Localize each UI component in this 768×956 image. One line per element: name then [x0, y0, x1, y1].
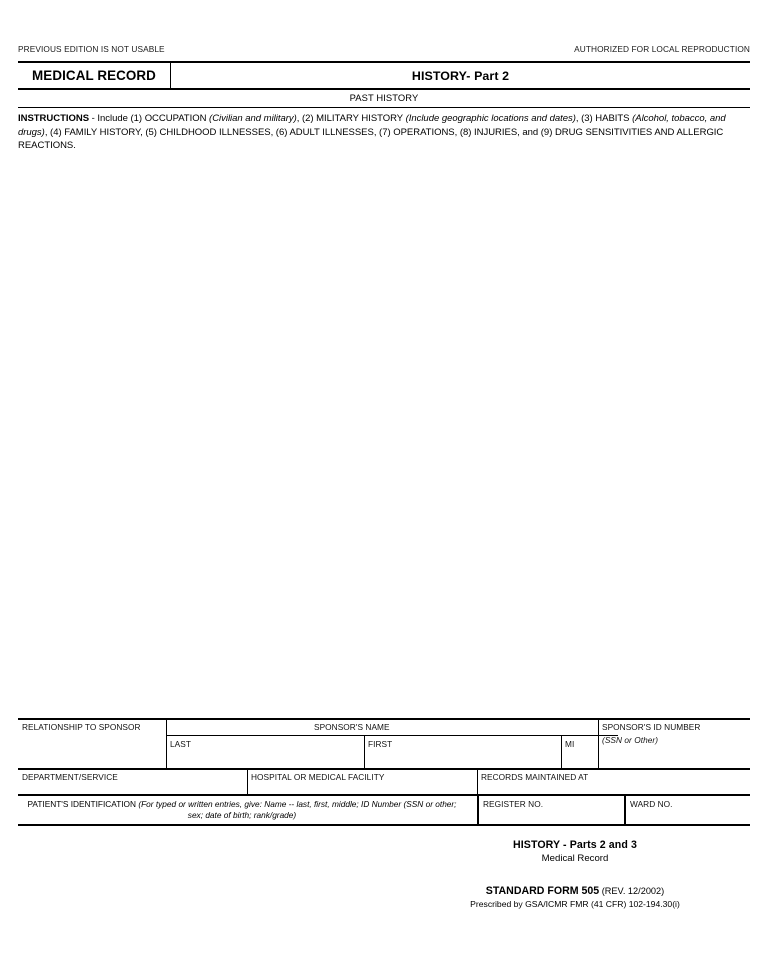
- instructions-segment-1: Include (1) OCCUPATION: [97, 113, 210, 124]
- instructions-block: [18, 112, 752, 153]
- grid-rule-name-split: [166, 735, 618, 736]
- instructions-segment-2: , (2) MILITARY HISTORY: [296, 113, 406, 124]
- authorized-reproduction-note: AUTHORIZED FOR LOCAL REPRODUCTION: [574, 44, 750, 54]
- label-relationship-to-sponsor: RELATIONSHIP TO SPONSOR: [22, 722, 141, 732]
- grid-rule-top: [18, 718, 750, 720]
- footer-standard-form-line: [400, 884, 750, 898]
- patient-identification-grid: [18, 718, 750, 826]
- footer-form-title: HISTORY - Parts 2 and 3: [513, 839, 637, 851]
- field-patient-identification[interactable]: [20, 796, 475, 823]
- field-records-maintained-at[interactable]: [479, 782, 748, 793]
- field-first[interactable]: [366, 750, 559, 767]
- field-department-service[interactable]: [20, 782, 245, 793]
- grid-vline-ward-left: [624, 794, 626, 825]
- label-department-service: DEPARTMENT/SERVICE: [22, 772, 118, 782]
- instructions-italic-1: (Civilian and military): [209, 113, 297, 124]
- label-ward-no: WARD NO.: [630, 799, 673, 809]
- record-type-label: MEDICAL RECORD: [32, 68, 156, 83]
- instructions-italic-2: (Include geographic locations and dates): [405, 113, 576, 124]
- label-first: FIRST: [368, 739, 393, 749]
- field-relationship-to-sponsor[interactable]: [20, 734, 164, 767]
- page-title: HISTORY- Part 2: [411, 68, 510, 83]
- grid-rule-bottom: [18, 824, 750, 826]
- label-hospital-or-facility: HOSPITAL OR MEDICAL FACILITY: [251, 772, 385, 782]
- previous-edition-note: PREVIOUS EDITION IS NOT USABLE: [18, 44, 165, 54]
- field-sponsors-id-number[interactable]: [600, 748, 748, 767]
- footer-form-subtitle: Medical Record: [541, 853, 609, 864]
- form-footer: [400, 838, 750, 910]
- field-mi[interactable]: [563, 750, 596, 767]
- patient-identification-label: PATIENT'S IDENTIFICATION: [27, 799, 137, 809]
- label-sponsors-id-number: SPONSOR'S ID NUMBER: [602, 722, 701, 732]
- instructions-label: INSTRUCTIONS: [18, 113, 90, 124]
- instructions-italic-3: (Alcohol, tobacco, and drugs): [18, 113, 726, 138]
- label-register-no: REGISTER NO.: [483, 799, 544, 809]
- field-last[interactable]: [168, 750, 362, 767]
- footer-prescribed-by: Prescribed by GSA/ICMR FMR (41 CFR) 102-194.30(i): [470, 899, 680, 909]
- form-header-box: [18, 61, 750, 90]
- label-sponsors-id-hint: (SSN or Other): [602, 735, 659, 745]
- section-band-label: PAST HISTORY: [349, 92, 419, 103]
- grid-vline-register-left: [477, 794, 479, 825]
- label-last: LAST: [170, 739, 191, 749]
- patient-identification-hint-line2: or other; sex; date of birth; rank/grade): [187, 799, 457, 820]
- label-records-maintained-at: RECORDS MAINTAINED AT: [481, 772, 589, 782]
- patient-identification-hint-line1: (For typed or written entries, give: Name -- last, first, middle; ID Number (SSN: [138, 799, 424, 809]
- label-mi: MI: [565, 739, 575, 749]
- section-band-past-history: [18, 92, 750, 108]
- field-register-no[interactable]: [481, 810, 622, 823]
- instructions-segment-4: , (4) FAMILY HISTORY, (5) CHILDHOOD ILLNESSES, (6) ADULT ILLNESSES, (7) OPERATIONS, (8) INJURIES, and (9) DRUG SENSITIVITIES AND ALLERGIC REACTIONS.: [18, 126, 724, 152]
- edition-notice-row: [18, 44, 750, 57]
- label-sponsors-name: SPONSOR'S NAME: [314, 722, 390, 732]
- history-writing-area[interactable]: [18, 165, 750, 717]
- instructions-dash: -: [89, 113, 98, 124]
- field-hospital-or-facility[interactable]: [249, 782, 475, 793]
- grid-rule-mid: [18, 768, 750, 770]
- footer-standard-form: STANDARD FORM 505: [485, 885, 600, 897]
- field-ward-no[interactable]: [628, 810, 748, 823]
- instructions-segment-3: , (3) HABITS: [575, 113, 633, 124]
- footer-revision: (REV. 12/2002): [599, 886, 665, 896]
